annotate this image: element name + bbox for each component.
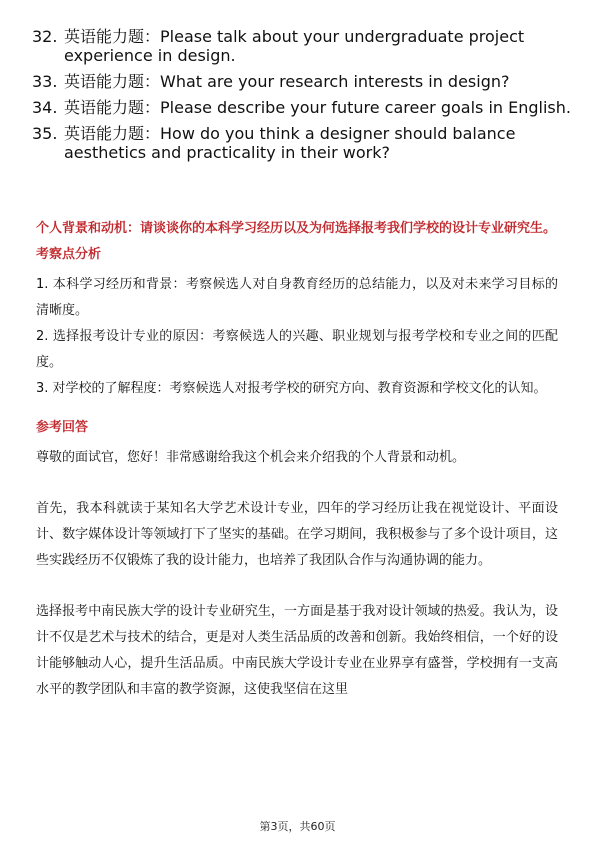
- topic-heading: 个人背景和动机：请谈谈你的本科学习经历以及为何选择报考我们学校的设计专业研究生。: [36, 221, 557, 236]
- question-number: 35.: [32, 124, 58, 143]
- analysis-title: 考察点分析: [36, 247, 102, 262]
- question-list: [32, 27, 572, 169]
- question-item: [32, 98, 572, 117]
- question-text: 英语能力题：What are your research interests in design?: [64, 72, 510, 91]
- question-text: 英语能力题：Please talk about your undergraduate project experience in design.: [64, 27, 525, 65]
- spacer: [36, 471, 558, 496]
- analysis-item: 3. 对学校的了解程度：考察候选人对报考学校的研究方向、教育资源和学校文化的认知。: [36, 381, 547, 396]
- spacer: [36, 402, 558, 412]
- question-number: 33.: [32, 72, 58, 91]
- answer-paragraph: 选择报考中南民族大学的设计专业研究生，一方面是基于我对设计领域的热爱。我认为，设计不仅是艺术与技术的结合，更是对人类生活品质的改善和创新。我始终相信，一个好的设计能够触动人心，提升生活品质。中南民族大学设计专业在业界享有盛誉，学校拥有一支高水平的教学团队和丰富的教学资源，这使我坚信在这里: [36, 604, 558, 697]
- question-item: [32, 27, 572, 65]
- analysis-item: 2. 选择报考设计专业的原因：考察候选人的兴趣、职业规划与报考学校和专业之间的匹配度。: [36, 329, 558, 370]
- question-item: [32, 124, 572, 162]
- answer-paragraph: 首先，我本科就读于某知名大学艺术设计专业，四年的学习经历让我在视觉设计、平面设计、数字媒体设计等领域打下了坚实的基础。在学习期间，我积极参与了多个设计项目，这些实践经历不仅锻炼了我的设计能力，也培养了我团队合作与沟通协调的能力。: [36, 501, 558, 568]
- analysis-item: 1. 本科学习经历和背景：考察候选人对自身教育经历的总结能力，以及对未来学习目标的清晰度。: [36, 277, 558, 318]
- spacer: [36, 574, 558, 599]
- answer-title: 参考回答: [36, 420, 89, 435]
- question-number: 32.: [32, 27, 58, 46]
- answer-paragraph: 尊敬的面试官，您好！非常感谢给我这个机会来介绍我的个人背景和动机。: [36, 450, 466, 465]
- question-number: 34.: [32, 98, 58, 117]
- content-body: [36, 219, 558, 703]
- page-footer: 第3页，共60页: [259, 820, 336, 833]
- question-item: [32, 72, 572, 91]
- question-text: 英语能力题：Please describe your future career goals in English.: [64, 98, 571, 117]
- question-text: 英语能力题：How do you think a designer should balance aesthetics and practicality in their work?: [64, 124, 516, 162]
